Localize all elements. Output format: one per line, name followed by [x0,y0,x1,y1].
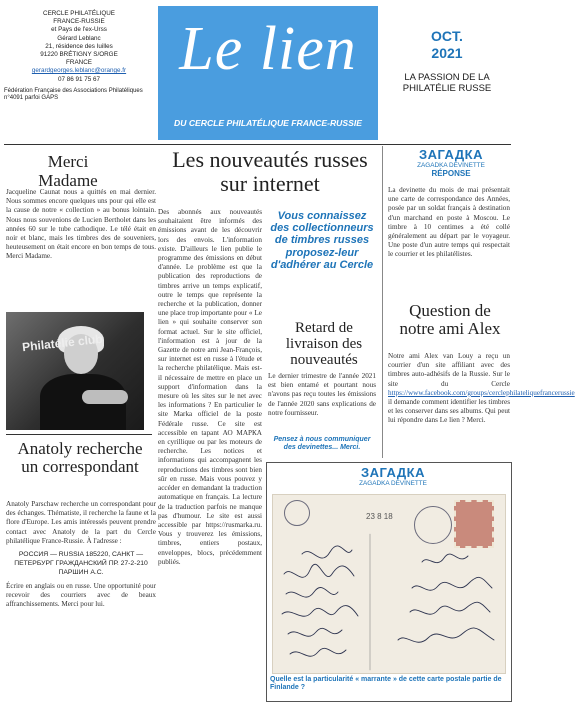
zagadka-devinette-header [338,466,448,488]
divider [4,144,511,145]
anatoly-paragraph: Anatoly Parschaw recherche un correspondant pour des échanges. Thématiste, il recherche la faune et la flore d'Europe. Les amis intéressés peuvent prendre contact avec Anatoly de la part du Cercle philatélique France-Russie. À l'adresse : [6,500,156,545]
postmark-right [414,506,452,544]
address-line: FRANCE [66,59,92,67]
email-link[interactable]: gerardgeorges.leblanc@orange.fr [31,67,127,75]
address-line: CERCLE PHILATÉLIQUE [43,10,115,17]
address-line: 21, résidence des Iuilles [45,42,113,50]
question-paragraph-end: il demande comment identifier les timbres et les conserver dans ses albums. Qui peut lui répondre dans Le lien ? Merci. [388,398,510,425]
club-photo [6,312,144,430]
masthead-banner [158,6,378,140]
devinette-request: Pensez à nous communiquer des devinettes... Merci. [273,436,371,452]
zagadka-subtitle: ZAGADKA DEVINETTE [417,162,485,169]
article-text-merci: Jacqueline Caunat nous a quittés en mai dernier. Nous sommes encore quelques uns pour qui elle est la cause de notre « collection » au bonus lointain. Nous nous souvenions de Lucien Bertholet dans les années 60 sur le tube cathodique. Le télé était en noir et blanc, mais les timbres des de souveniers, heuteusement on était encore en bon temps de tous. Merci Madame. [6,188,156,261]
masthead-address [4,10,154,140]
postmark-left [284,500,310,526]
zagadka-title: ЗАГАДКА [418,147,484,162]
question-paragraph: Notre ami Alex van Louy a reçu un courrier d'un site affiliant avec des timbres auto-adhésifs de la Russie. Sur le site du Cercle [388,352,510,388]
issue-month: OCT. [431,28,463,44]
address-line: Gérard Leblanc [57,34,101,42]
membership-callout: Vous connaissez des collectionneurs de timbres russes proposez-leur d'adhérer au Cercle [270,210,374,271]
article-title-retard: Retard de livraison des nouveautés [285,320,363,368]
issue-info [383,28,511,94]
tagline: LA PASSION DE LA PHILATÉLIE RUSSE [402,72,492,94]
photo-figure-arm [82,390,128,404]
anatoly-address: РОССИЯ — RUSSIA 185220, САНКТ — ПЕТЕРБУРГ ГРАЖДАНСКИЙ ПР. 27-2-210 ПАРШИН А.С. [14,551,148,577]
article-title-merci: Merci Madame [38,152,98,190]
zagadka-question: Quelle est la particularité « marrante » de cette carte postale partie de Finlande ? [270,676,502,692]
zagadka-response-label: RÉPONSE [431,168,471,178]
photo-sign: Philatélie club [21,331,104,355]
masthead-subtitle: DU CERCLE PHILATÉLIQUE FRANCE-RUSSIE [174,118,362,128]
phone-number: 07 86 91 75 67 [57,75,101,83]
postage-stamp [454,500,494,548]
article-text-anatoly [6,500,156,700]
article-text-nouveautes: Des abonnés aux nouveautés souhaitaient être informés des émissions avant de les découvrir lors des envois. L'information existe. D'ailleurs le lien publie le programme des émissions en début d'année. Le problème est que la publication des reproductions de timbres arrive un temps explicatif, outre le temps que représente la recherche et la publication, donner une place trop importante pour « Le lien » qui souhaite conserver son format actuel. Sur le site officiel, l'information est à jour de la Gazette de notre ami Jean-François, sur internet est en russe à l'étude et la recherche philatélique. Mais est-il nécessaire de mettre en place un support d'information dans la mesure où les sites sur le net avec les informations ? En particulier le site Marka officiel de la poste Fédérale russe. Ce site est accessible en tapant АО МАРКА en cyrillique ou par les moteurs de recherche. Les notices et informations qui accompagnent les reproductions des timbres sont bien sûr en russe. Mais vous pouvez y accéder en demandant la traduction automatique en français. La lecture de la traduction parfois ne manque pas d'humour. Le site est aussi accessible par https://rusmarka.ru. Vous y trouverez les émissions, timbres, entiers postaux, enveloppes, blocs, précédemment publiés. [158,208,262,566]
article-title-nouveautes: Les nouveautés russes sur internet [172,147,368,196]
article-title-question: Question de notre ami Alex [399,301,501,338]
zagadka-subtitle: ZAGADKA DEVINETTE [359,480,427,487]
address-line: et Pays de l'ex-Urss [51,26,107,34]
address-line: FRANCE-RUSSIE [53,18,105,26]
zagadka-answer-text: La devinette du mois de mai présentait une carte de correspondance des Années, posée par un soldat français à destination d'un marchand en poste à Moscou. Le timbre à 10 centimes a été collé généralement au départ par le voyageur. Une poste d'un autre temps qui respectait le courrier et les philatélistes. [388,186,510,259]
issue-year: 2021 [431,45,463,61]
federation-note: Fédération Française des Associations Philatéliques n°4091 parfoi GAPS [4,87,143,102]
anatoly-footer: Écrire en anglais ou en russe. Une opportunité pour recevoir des courriers avec de beaux affranchissements. Merci pour lui. [6,581,156,609]
postcard-date-stamp: 23 8 18 [366,512,393,521]
article-text-question [388,352,575,462]
address-line: 91220 BRÉTIGNY S/ORGE [40,51,118,59]
facebook-group-link[interactable]: https://www.facebook.com/groups/cerclephilateliquefrancerussie [388,388,575,397]
masthead-title: Le lien [179,15,357,83]
zagadka-title: ЗАГАДКА [360,465,426,480]
zagadka-answer-header [396,148,506,177]
article-text-retard: Le dernier trimestre de l'année 2021 est bien entamé et pourtant nous n'avons pas reçu toutes les émissions de l'année 2020 sans explications de notre fournisseur. [268,372,376,417]
article-title-anatoly: Anatoly recherche un correspondant [17,439,143,476]
column-divider [382,146,383,458]
divider [6,434,152,435]
